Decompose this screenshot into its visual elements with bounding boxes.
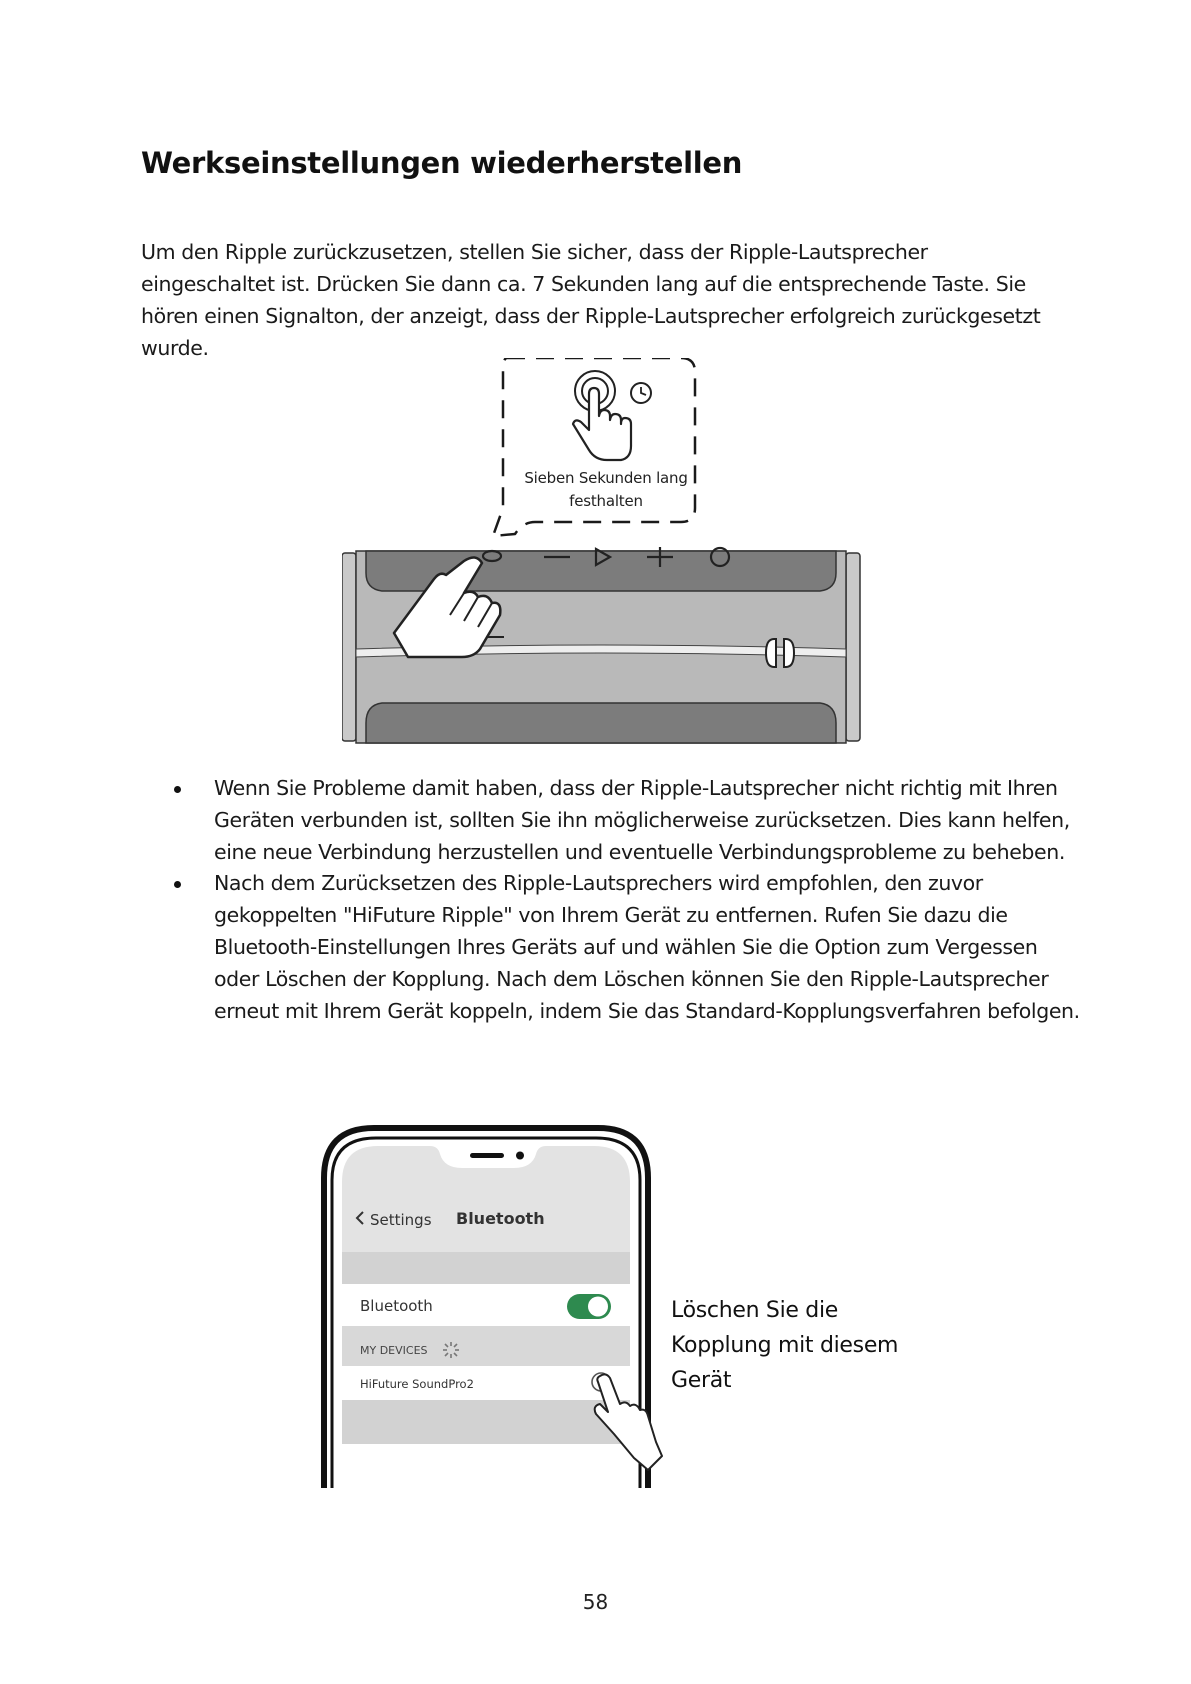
bullet-dot [174,786,181,793]
phone-illustration [318,1118,688,1488]
speaker-grille [470,1153,504,1158]
device-name[interactable]: HiFuture SoundPro2 [360,1377,474,1391]
hold-hint-callout [485,358,715,548]
back-button[interactable]: Settings [370,1211,432,1229]
speaker-illustration [342,545,862,750]
intro-paragraph: Um den Ripple zurückzusetzen, stellen Sie sicher, dass der Ripple-Lautsprecher eingeschaltet ist. Drücken Sie dann ca. 7 Sekunden lang auf die entsprechende Taste. Sie hören einen Signalton, der anzeigt, dass der Ripple-Lautsprecher erfolgreich zurückgesetzt wurde. [141,240,1041,360]
bluetooth-toggle[interactable] [567,1294,611,1319]
page-heading: Werkseinstellungen wiederherstellen [141,146,743,180]
bluetooth-row-label: Bluetooth [360,1297,433,1315]
front-camera [516,1152,524,1160]
bullet-text: Wenn Sie Probleme damit haben, dass der Ripple-Lautsprecher nicht richtig mit Ihren Geräten verbunden ist, sollten Sie ihn möglicherweise zurücksetzen. Dies kann helfen, eine neue Verbindung herzustellen und eventuelle Verbindungsprobleme zu beheben. [214,776,1070,864]
clock-icon [631,383,651,403]
bullet-text: Nach dem Zurücksetzen des Ripple-Lautsprechers wird empfohlen, den zuvor gekoppelten "HiFuture Ripple" von Ihrem Gerät zu entfernen. Rufen Sie dazu die Bluetooth-Einstellungen Ihres Geräts auf und wählen Sie die Option zum Vergessen oder Löschen der Kopplung. Nach dem Löschen können Sie den Ripple-Lautsprecher erneut mit Ihrem Gerät koppeln, indem Sie das Standard-Kopplungsverfahren befolgen. [214,871,1080,1023]
bullet-list [141,773,1081,1027]
finger-press-icon [573,371,631,460]
bullet-dot [174,881,181,888]
section-header: MY DEVICES [360,1344,428,1357]
list-item [141,868,1081,1027]
page-number: 58 [582,1590,609,1614]
hint-label: Sieben Sekunden lang festhalten [524,469,688,510]
nav-title: Bluetooth [456,1209,545,1228]
list-item [141,773,1081,868]
phone-caption: Löschen Sie die Kopplung mit diesem Gerät [671,1298,899,1393]
